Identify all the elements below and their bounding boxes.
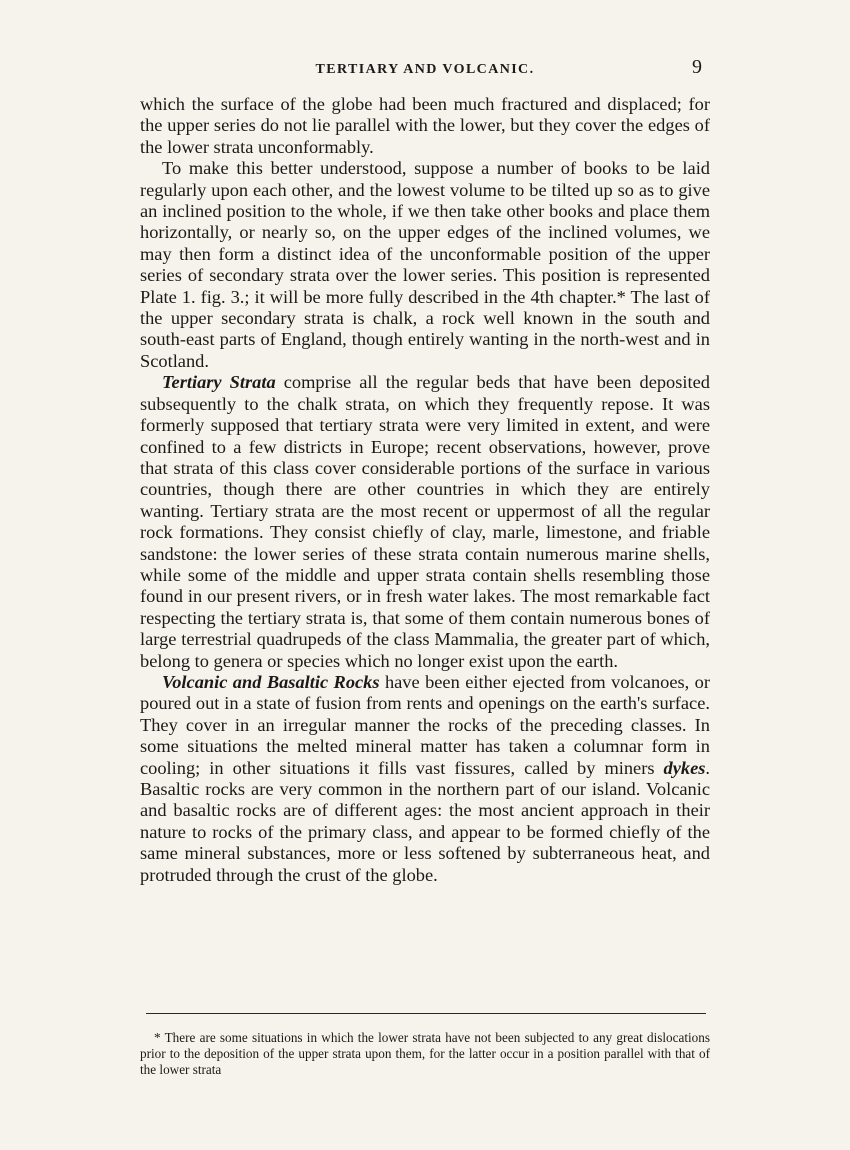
volcanic-text-a: have been either ejected from volcanoes, or poured out in a state of fusion from rents and openings on the earth's surface. They cover in an irregular manner the rocks of the preceding classes. In some situations the melted mineral matter has taken a columnar form in cooling; in other situations it fills vast fissures, called by miners [140, 671, 710, 778]
body-text [140, 94, 710, 886]
section-heading-volcanic: Volcanic and Basaltic Rocks [162, 671, 380, 692]
page-number: 9 [692, 56, 702, 78]
footnote-divider [146, 1013, 706, 1014]
volcanic-text-b: . Basaltic rocks are very common in the northern part of our island. Volcanic and basaltic rocks are of different ages: the most ancient approach in their nature to rocks of the primary class, and appear to be formed chiefly of the same mineral substances, more or less softened by subterraneous heat, and protruded through the crust of the globe. [140, 757, 710, 885]
section-heading-tertiary: Tertiary Strata [162, 372, 276, 393]
paragraph-continued: which the surface of the globe had been much fractured and displaced; for the upper series do not lie parallel with the lower, but they cover the edges of the lower strata unconformably. [140, 94, 710, 157]
running-head: TERTIARY AND VOLCANIC. [315, 62, 535, 77]
paragraph-tertiary-strata [140, 372, 710, 672]
footnote: * There are some situations in which the lower strata have not been subjected to any great dislocations prior to the deposition of the upper strata upon them, for the latter occur in a position parallel with that of the lower strata [140, 1030, 710, 1077]
paragraph-volcanic-rocks [140, 672, 710, 886]
tertiary-text: comprise all the regular beds that have been deposited subsequently to the chalk strata, on which they frequently repose. It was formerly supposed that tertiary strata were very limited in extent, and were confined to a few districts in Europe; recent observations, however, prove that strata of this class cover considerable portions of the surface in various countries, though there are other countries in which they are entirely wanting. Tertiary strata are the most recent or uppermost of all the regular rock formations. They consist chiefly of clay, marle, limestone, and friable sandstone: the lower series of these strata contain numerous marine shells, while some of the middle and upper strata contain shells resembling those found in our present rivers, or in fresh water lakes. The most remarkable fact respecting the tertiary strata is, that some of them contain numerous bones of large terrestrial quadrupeds of the class Mammalia, the greater part of which, belong to genera or species which no longer exist upon the earth. [140, 372, 710, 671]
term-dykes: dykes [663, 757, 706, 778]
paragraph-books-analogy: To make this better understood, suppose a number of books to be laid regularly upon each other, and the lowest volume to be tilted up so as to give an inclined position to the whole, if we then take other books and place them horizontally, or nearly so, on the upper edges of the inclined volumes, we may then form a distinct idea of the unconformable position of the upper series of secondary strata over the lower series. This position is represented Plate 1. fig. 3.; it will be more fully described in the 4th chapter.* The last of the upper secondary strata is chalk, a rock well known in the south and south-east parts of England, though entirely wanting in the north-west and in Scotland. [140, 158, 710, 371]
